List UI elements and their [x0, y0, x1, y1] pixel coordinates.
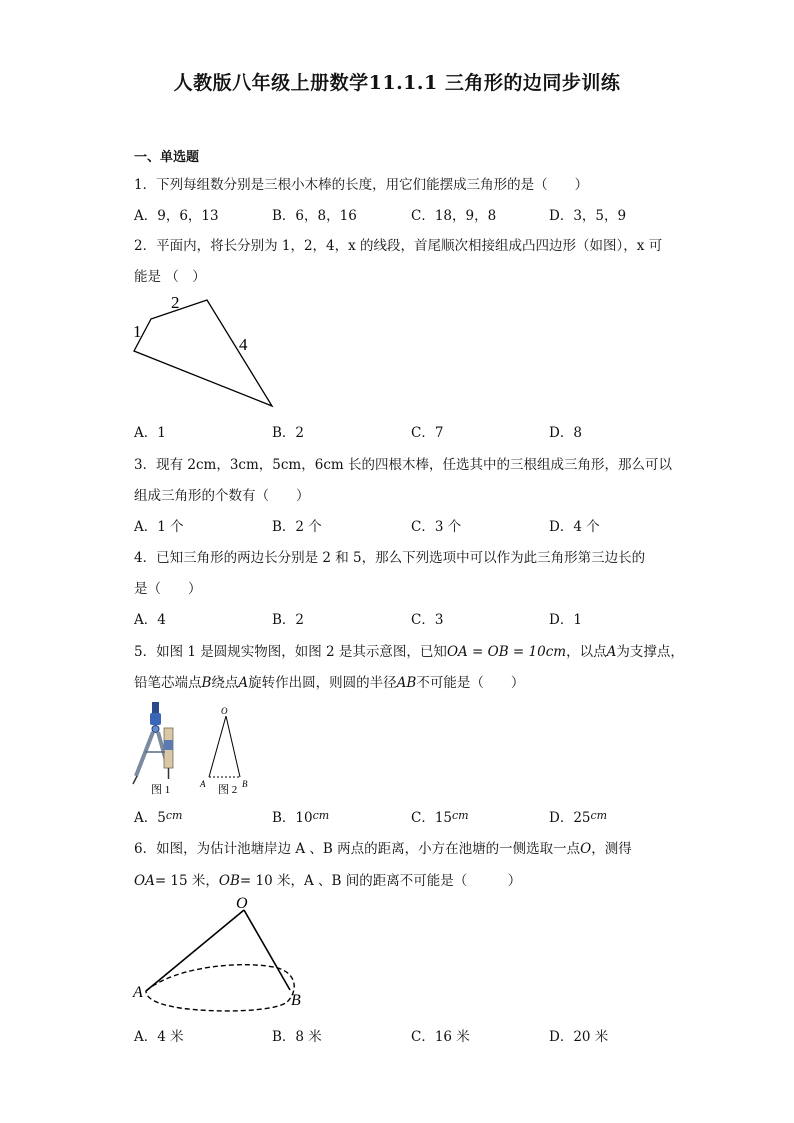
q5-text-part: 5．如图 1 是圆规实物图，如图 2 是其示意图，已知: [134, 644, 447, 660]
q5-point-a: A: [238, 675, 249, 691]
q6-text-part: 6．如图，为估计池塘岸边 A 、B 两点的距离，小方在池塘的一侧选取一点: [134, 841, 581, 857]
q1-option-c[interactable]: C．18，9，8: [411, 208, 497, 224]
question-1-text: 1．下列每组数分别是三根小木棒的长度，用它们能摆成三角形的是（ ）: [134, 177, 589, 193]
q3-option-d[interactable]: D．4 个: [549, 519, 600, 535]
q6-text-part: = 15 米，: [154, 873, 219, 889]
question-3-line1: 3．现有 2cm，3cm，5cm，6cm 长的四根木棒，任选其中的三根组成三角形，那么可以: [134, 457, 672, 473]
question-2-line2: 能是 （ ）: [134, 269, 206, 285]
pond-label-a: A: [133, 984, 143, 1001]
unit-cm: cm: [165, 809, 183, 822]
q6-option-a[interactable]: A．4 米: [134, 1029, 184, 1045]
q4-option-a[interactable]: A．4: [134, 612, 166, 628]
figure-2-caption: 图 2: [218, 784, 238, 796]
q5-formula: OA = OB = 10cm: [446, 644, 567, 660]
q5-text-part: 旋转作出圆，则圆的半径: [248, 675, 397, 691]
q3-option-c[interactable]: C．3 个: [411, 519, 462, 535]
q5-segment-ab: AB: [396, 675, 417, 691]
q1-option-d[interactable]: D．3，5，9: [549, 208, 627, 224]
question-2-line1: 2．平面内，将长分别为 1，2，4，x 的线段，首尾顺次相接组成凸四边形（如图），x 可: [134, 238, 663, 254]
q6-text-part: ，测得: [591, 841, 632, 857]
q6-point-o: O: [580, 841, 592, 857]
question-3-line2: 组成三角形的个数有（ ）: [134, 488, 310, 504]
q6-option-c[interactable]: C．16 米: [411, 1029, 470, 1045]
q4-option-b[interactable]: B．2: [272, 612, 305, 628]
q4-option-d[interactable]: D．1: [549, 612, 582, 628]
q6-option-b[interactable]: B．8 米: [272, 1029, 322, 1045]
q3-option-a[interactable]: A．1 个: [134, 519, 184, 535]
q6-text-part: = 10 米，A 、B 间的距离不可能是（ ）: [239, 873, 522, 889]
figure-label-4: 4: [239, 335, 248, 354]
page-title: 人教版八年级上册数学11.1.1 三角形的边同步训练: [173, 72, 621, 94]
q5-text-part: ，以点: [566, 644, 607, 660]
figure-label-2: 2: [171, 293, 180, 312]
figure-1-caption: 图 1: [151, 784, 171, 796]
pond-label-o: O: [236, 895, 248, 912]
q6-segment-ob: OB: [218, 873, 240, 889]
q5-option-a-value: A．5: [134, 810, 166, 826]
unit-cm: cm: [312, 809, 330, 822]
q5-option-c-value: C．15: [411, 810, 453, 826]
fig2-label-b: B: [242, 779, 248, 789]
q5-point-b: B: [201, 675, 212, 691]
q5-option-b-value: B．10: [272, 810, 313, 826]
q5-text-part: 为支撑点，: [616, 644, 684, 660]
fig2-label-a: A: [200, 779, 206, 789]
q5-text-part: 绕点: [211, 675, 239, 691]
q2-option-b[interactable]: B．2: [272, 425, 305, 441]
q5-text-part: 铅笔芯端点: [134, 675, 202, 691]
question-4-line2: 是（ ）: [134, 581, 202, 597]
unit-cm: cm: [452, 809, 469, 822]
unit-cm: cm: [590, 809, 608, 822]
q5-text-part: 不可能是（ ）: [416, 675, 525, 691]
q5-point-a: A: [606, 644, 617, 660]
figure-label-1: 1: [133, 322, 142, 341]
q5-option-d-value: D．25: [549, 810, 591, 826]
q1-option-b[interactable]: B．6，8，16: [272, 208, 357, 224]
section-heading: 一、单选题: [134, 150, 200, 165]
q3-option-b[interactable]: B．2 个: [272, 519, 322, 535]
fig2-label-o: O: [221, 706, 228, 716]
q2-option-d[interactable]: D．8: [549, 425, 582, 441]
question-4-line1: 4．已知三角形的两边长分别是 2 和 5，那么下列选项中可以作为此三角形第三边长的: [134, 550, 646, 566]
q6-option-d[interactable]: D．20 米: [549, 1029, 609, 1045]
q1-option-a[interactable]: A．9，6，13: [134, 208, 219, 224]
pond-label-b: B: [291, 992, 301, 1009]
q6-segment-oa: OA: [134, 873, 155, 889]
q2-option-a[interactable]: A．1: [134, 425, 166, 441]
q4-option-c[interactable]: C．3: [411, 612, 444, 628]
q2-option-c[interactable]: C．7: [411, 425, 444, 441]
